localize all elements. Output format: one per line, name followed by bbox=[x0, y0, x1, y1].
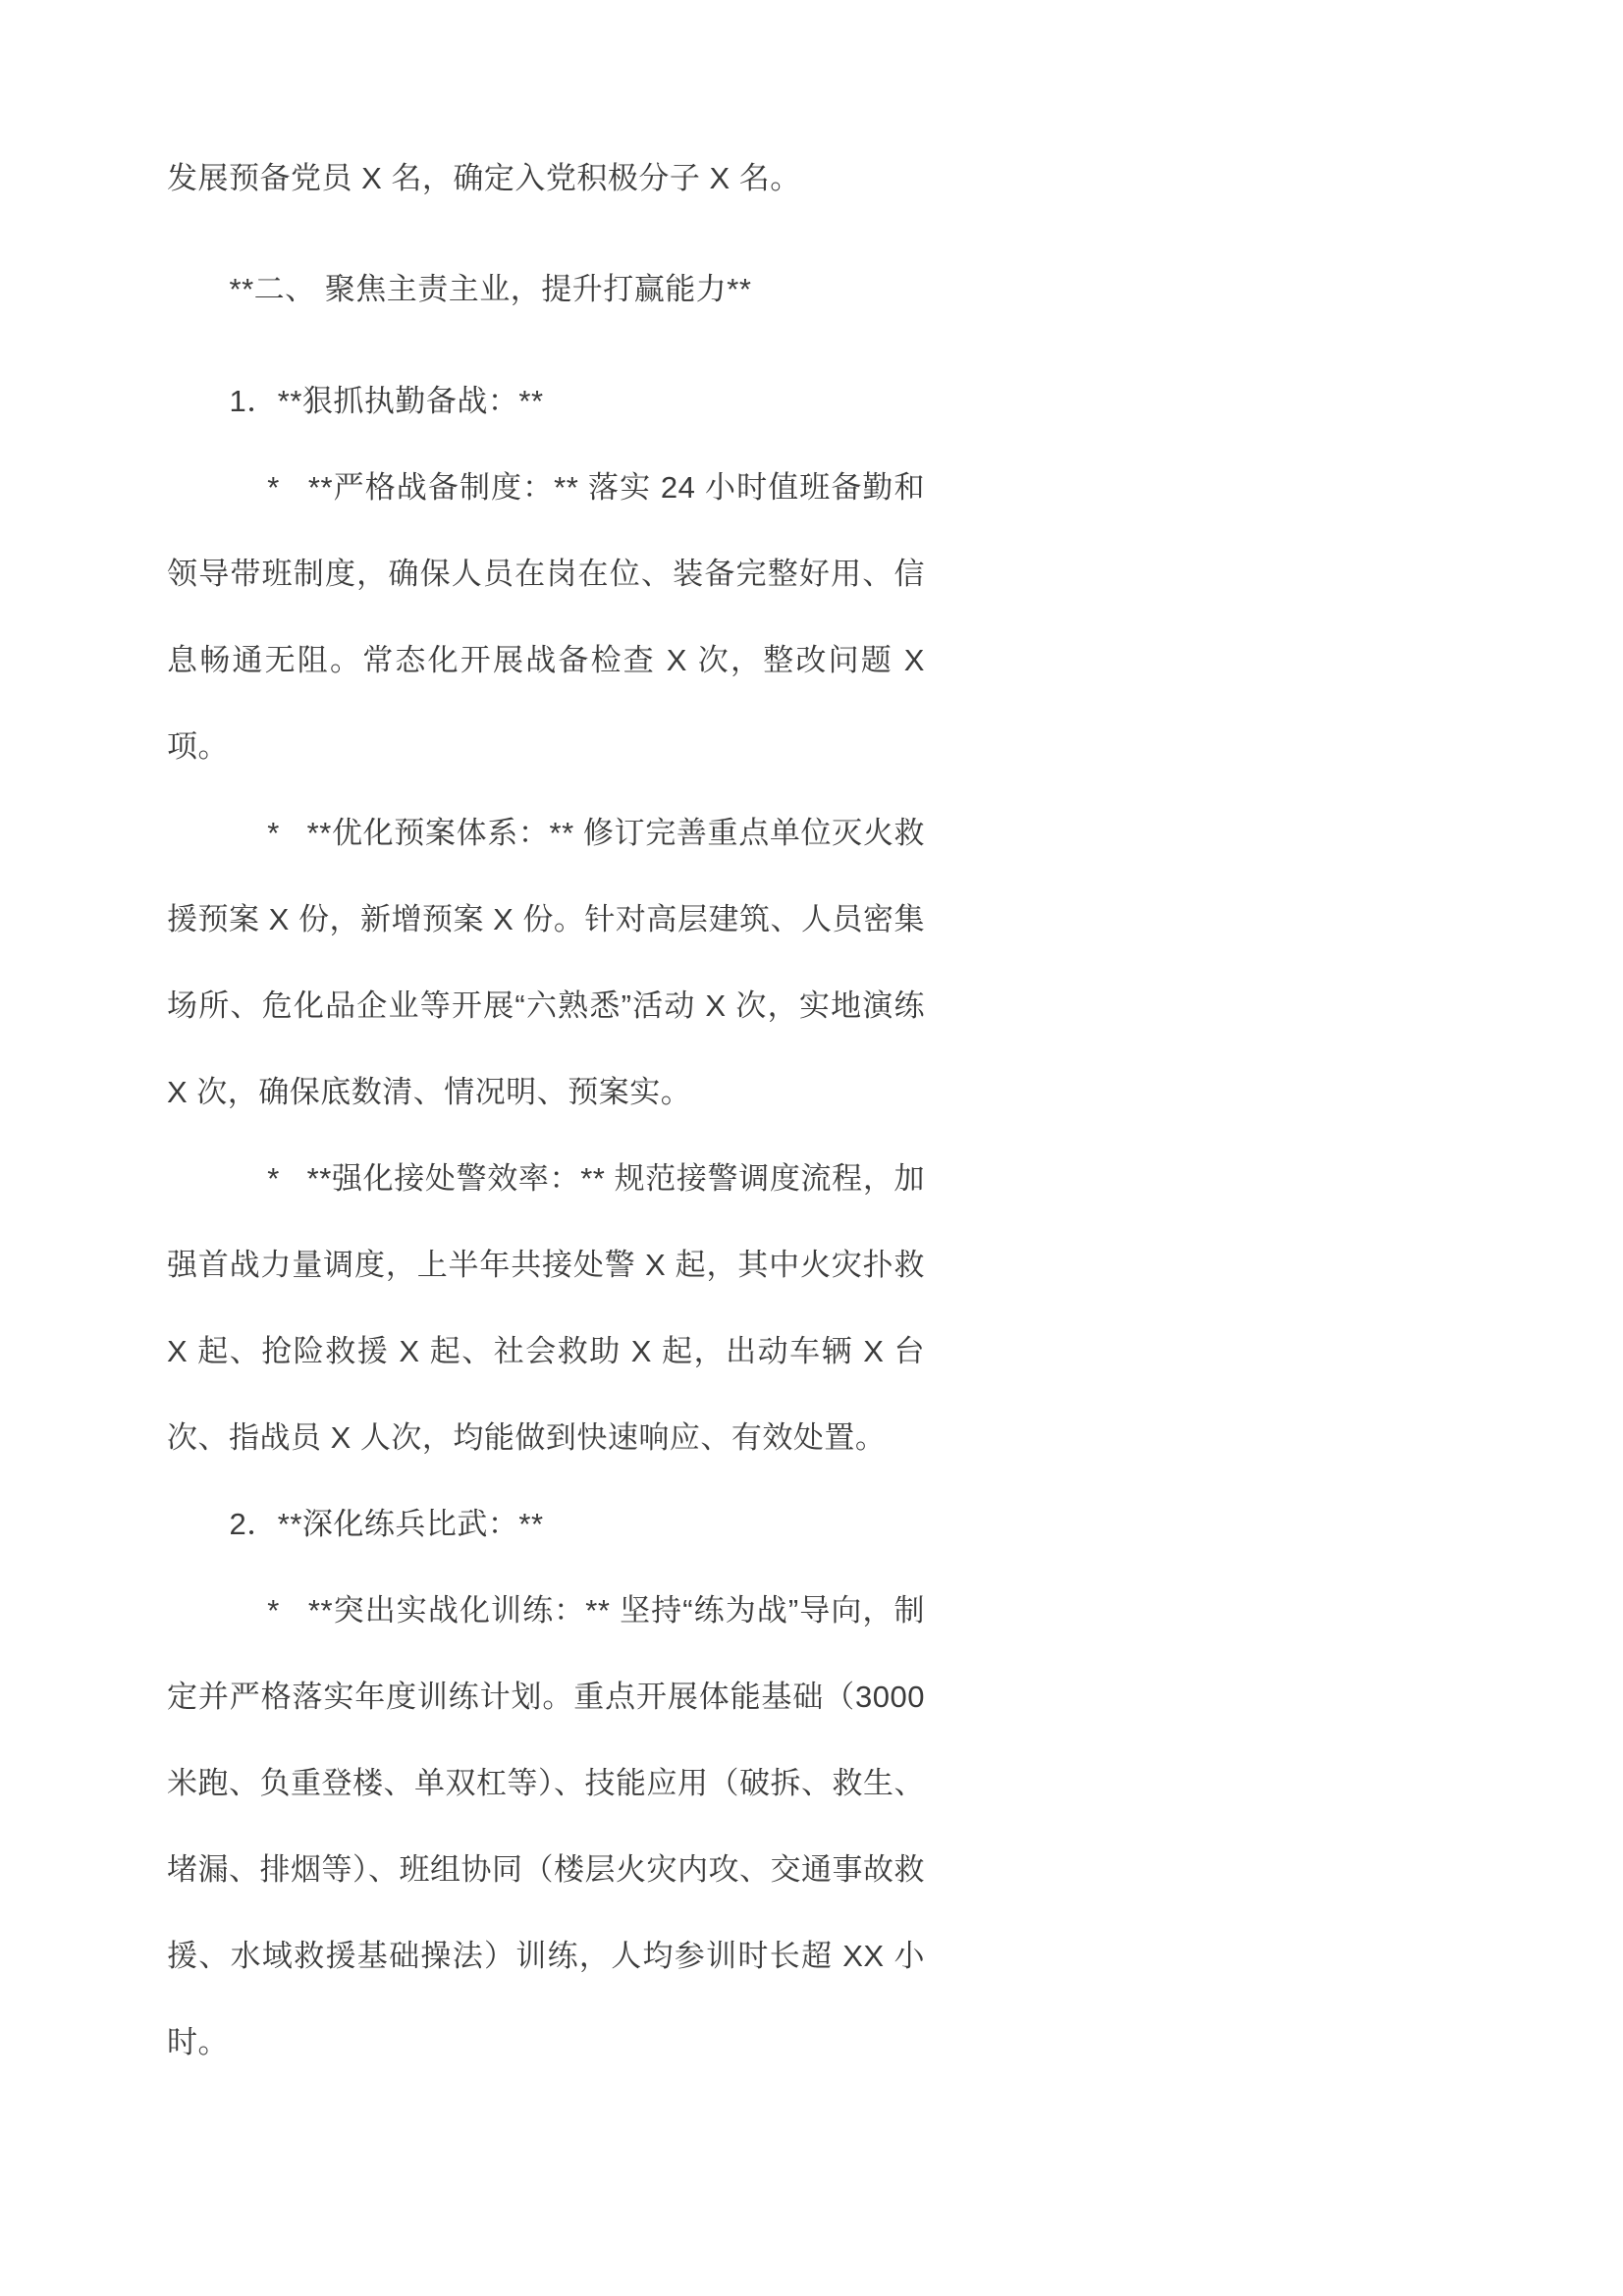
bullet-dispatch-efficiency: * **强化接处警效率：** 规范接警调度流程，加强首战力量调度，上半年共接处警 X 起，其中火灾扑救 X 起、抢险救援 X 起、社会救助 X 起，出动车辆 X 台次、指战员 X 人次，均能做到快速响应、有效处置。 bbox=[167, 1161, 925, 1455]
bullet-optimize-plan-system: * **优化预案体系：** 修订完善重点单位灭火救援预案 X 份，新增预案 X 份。针对高层建筑、人员密集场所、危化品企业等开展“六熟悉”活动 X 次，实地演练 X 次，确保底数清、情况明、预案实。 bbox=[167, 816, 925, 1109]
section-heading-2: **二、 聚焦主责主业，提升打赢能力** bbox=[229, 272, 752, 306]
bullet-combat-training: * **突出实战化训练：** 坚持“练为战”导向，制定并严格落实年度训练计划。重点开展体能基础（3000 米跑、负重登楼、单双杠等）、技能应用（破拆、救生、堵漏、排烟等）、班组协同（楼层火灾内攻、交通事故救援、水域救援基础操法）训练，人均参训时长超 XX 小时。 bbox=[167, 1593, 925, 2059]
bullet-strict-readiness-system: * **严格战备制度：** 落实 24 小时值班备勤和领导带班制度，确保人员在岗在位、装备完整好用、信息畅通无阻。常态化开展战备检查 X 次，整改问题 X 项。 bbox=[167, 470, 925, 764]
numbered-item-2: 2．**深化练兵比武：** bbox=[229, 1507, 544, 1541]
document-body bbox=[167, 135, 925, 2086]
paragraph-continuation: 发展预备党员 X 名，确定入党积极分子 X 名。 bbox=[167, 161, 801, 195]
numbered-item-1: 1．**狠抓执勤备战：** bbox=[229, 384, 544, 418]
